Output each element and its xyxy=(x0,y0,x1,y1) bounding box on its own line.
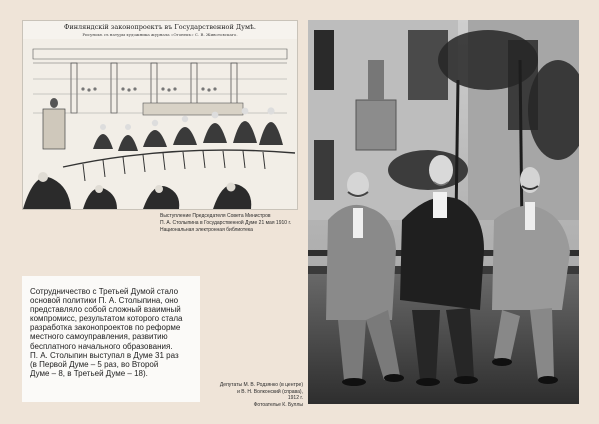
narrative-line: компромисс, результатом которого стала xyxy=(30,314,183,324)
photo-caption-line: 1912 г. xyxy=(287,395,303,402)
photo-caption-line: и В. Н. Волконский (справа), xyxy=(237,388,303,395)
sketch-caption-line: П. А. Столыпина в Государственной Думе 21 мая 1910 г. xyxy=(160,220,292,227)
narrative-line: П. А. Столыпин выступал в Думе 31 раз xyxy=(30,350,179,360)
narrative-line: Сотрудничество с Третьей Думой стало xyxy=(30,287,179,296)
narrative-line: местного самоуправления, развитию xyxy=(30,332,168,342)
narrative-line: разработка законопроектов по реформе xyxy=(30,323,181,333)
sketch-header: Финляндскій законопроектъ въ Государственной Думѣ. xyxy=(63,23,256,31)
sketch-caption xyxy=(160,213,300,235)
sketch-drawing xyxy=(23,39,297,209)
photo-caption-line: Фотоателье К. Буллы xyxy=(253,401,303,408)
photo-caption xyxy=(200,382,303,408)
deputies-photograph xyxy=(308,20,579,404)
sketch-caption-line: Выступление Председателя Совета Министров xyxy=(160,213,271,219)
duma-sketch-illustration xyxy=(22,20,298,210)
narrative-line: представляло собой сложный взаимный xyxy=(30,305,181,315)
narrative-line: Думе – 8, в Третьей Думе – 18). xyxy=(30,368,148,378)
sketch-subheader: Рисунокъ съ натуры художника журнала «Огонекъ» С. В. Животовскаго. xyxy=(82,32,238,37)
sketch-caption-line: Национальная электронная библиотека xyxy=(160,227,253,234)
narrative-line: (в Первой Думе – 5 раз, во Второй xyxy=(30,359,159,369)
narrative-line: основой политики П. А. Столыпина, оно xyxy=(30,296,179,306)
narrative-line: бесплатного начального образования. xyxy=(30,341,173,351)
narrative-text-block xyxy=(22,276,200,402)
photo-caption-line: Депутаты М. В. Родзянко (в центре) xyxy=(219,382,303,388)
